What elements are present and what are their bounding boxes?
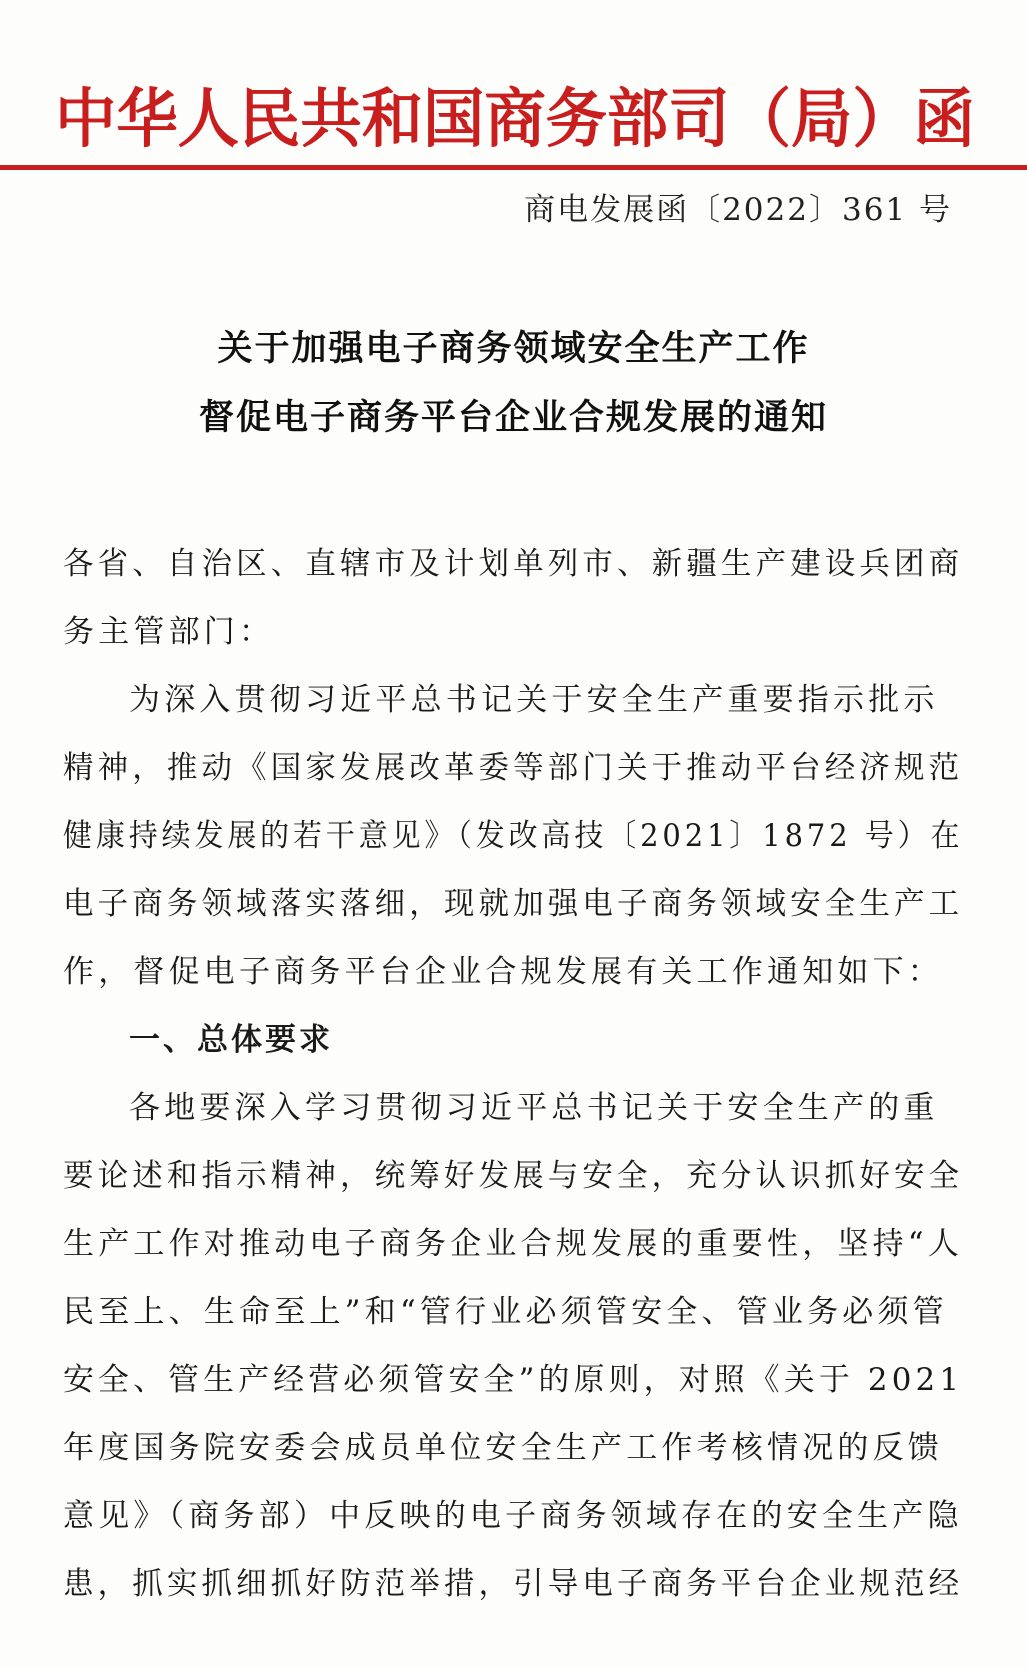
intro-paragraph xyxy=(63,666,963,1006)
section1-line: 年度国务院安委会成员单位安全生产工作考核情况的反馈 xyxy=(63,1430,943,1466)
addressee-paragraph xyxy=(63,530,963,666)
intro-line: 精神，推动《国家发展改革委等部门关于推动平台经济规范 xyxy=(63,750,964,786)
section1-line: 安全、管生产经营必须管安全”的原则，对照《关于 2021 xyxy=(63,1362,964,1398)
section1-line: 生产工作对推动电子商务企业合规发展的重要性，坚持“人 xyxy=(63,1226,964,1262)
addressee-line: 各省、自治区、直辖市及计划单列市、新疆生产建设兵团商 xyxy=(63,546,964,582)
section1-line: 意见》（商务部）中反映的电子商务领域存在的安全生产隐 xyxy=(63,1498,963,1534)
letterhead-title: 中华人民共和国商务部司（局）函 xyxy=(55,82,975,157)
intro-line: 为深入贯彻习近平总书记关于安全生产重要指示批示 xyxy=(129,682,939,718)
document-body xyxy=(63,530,963,1618)
intro-line: 作，督促电子商务平台企业合规发展有关工作通知如下： xyxy=(63,954,943,990)
addressee-line: 务主管部门： xyxy=(63,614,275,650)
intro-line: 健康持续发展的若干意见》（发改高技〔2021〕1872 号）在 xyxy=(63,818,964,854)
section1-line: 各地要深入学习贯彻习近平总书记关于安全生产的重 xyxy=(129,1090,939,1126)
document-reference-number: 商电发展函〔2022〕361 号 xyxy=(524,192,952,228)
section1-line: 要论述和指示精神，统筹好发展与安全，充分认识抓好安全 xyxy=(63,1158,964,1194)
document-title-line-1: 关于加强电子商务领域安全生产工作 xyxy=(217,329,810,369)
letterhead-red-rule xyxy=(0,165,1027,170)
section1-line: 患，抓实抓细抓好防范举措，引导电子商务平台企业规范经 xyxy=(63,1566,964,1602)
intro-line: 电子商务领域落实落细，现就加强电子商务领域安全生产工 xyxy=(63,886,964,922)
section-heading-general-requirements: 一、总体要求 xyxy=(129,1022,333,1058)
document-title-line-2: 督促电子商务平台企业合规发展的通知 xyxy=(198,398,828,438)
section1-paragraph xyxy=(63,1074,963,1618)
section1-line: 民至上、生命至上”和“管行业必须管安全、管业务必须管 xyxy=(63,1294,948,1330)
